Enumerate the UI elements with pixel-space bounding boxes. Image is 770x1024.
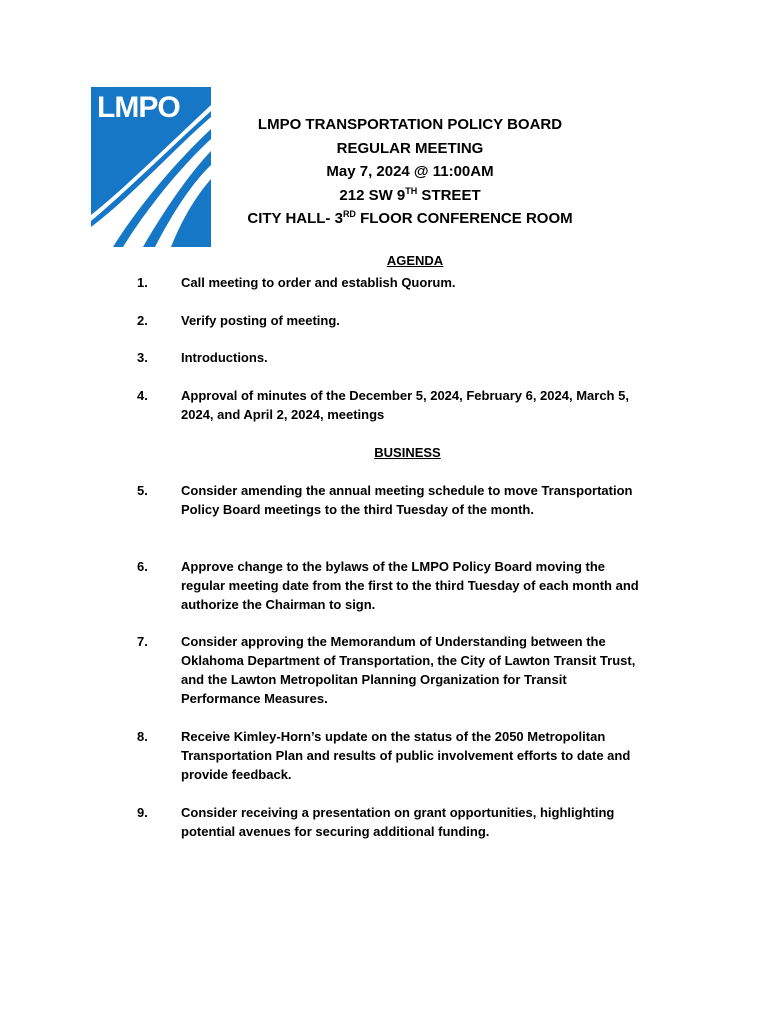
item-number: 2.	[137, 313, 148, 328]
item-text: Consider receiving a presentation on grant opportunities, highlighting potential avenues for securing additional funding.	[181, 805, 615, 839]
item-text: Introductions.	[181, 350, 268, 365]
item-text: Consider approving the Memorandum of Understanding between the Oklahoma Department of Transportation, the City of Lawton Transit Trust, and the Lawton Metropolitan Planning Organization for Transit Performance Measures.	[181, 634, 636, 706]
item-number: 3.	[137, 350, 148, 365]
item-number: 7.	[137, 634, 148, 649]
item-number: 4.	[137, 388, 148, 403]
item-text: Call meeting to order and establish Quorum.	[181, 275, 456, 290]
meeting-address: 212 SW 9TH STREET	[339, 185, 481, 204]
business-heading: BUSINESS	[374, 445, 441, 460]
item-number: 5.	[137, 483, 148, 498]
item-text: Verify posting of meeting.	[181, 313, 340, 328]
item-number: 1.	[137, 275, 148, 290]
logo-text: LMPO	[97, 91, 180, 124]
item-text: Receive Kimley-Horn’s update on the status of the 2050 Metropolitan Transportation Plan and results of public involvement efforts to date and provide feedback.	[181, 729, 631, 782]
item-number: 8.	[137, 729, 148, 744]
item-number: 9.	[137, 805, 148, 820]
item-text: Approve change to the bylaws of the LMPO Policy Board moving the regular meeting date from the first to the third Tuesday of each month and authorize the Chairman to sign.	[181, 559, 639, 612]
board-title: LMPO TRANSPORTATION POLICY BOARD	[257, 116, 563, 133]
meeting-type: REGULAR MEETING	[336, 139, 484, 157]
meeting-date: May 7, 2024 @ 11:00AM	[326, 163, 494, 180]
item-text: Approval of minutes of the December 5, 2024, February 6, 2024, March 5, 2024, and April 2, 2024, meetings	[181, 388, 629, 422]
item-number: 6.	[137, 559, 148, 574]
agenda-heading: AGENDA	[386, 253, 444, 268]
item-text: Consider amending the annual meeting schedule to move Transportation Policy Board meetings to the third Tuesday of the month.	[181, 483, 633, 517]
meeting-location: CITY HALL- 3RD FLOOR CONFERENCE ROOM	[247, 209, 573, 227]
meeting-header	[190, 113, 630, 231]
